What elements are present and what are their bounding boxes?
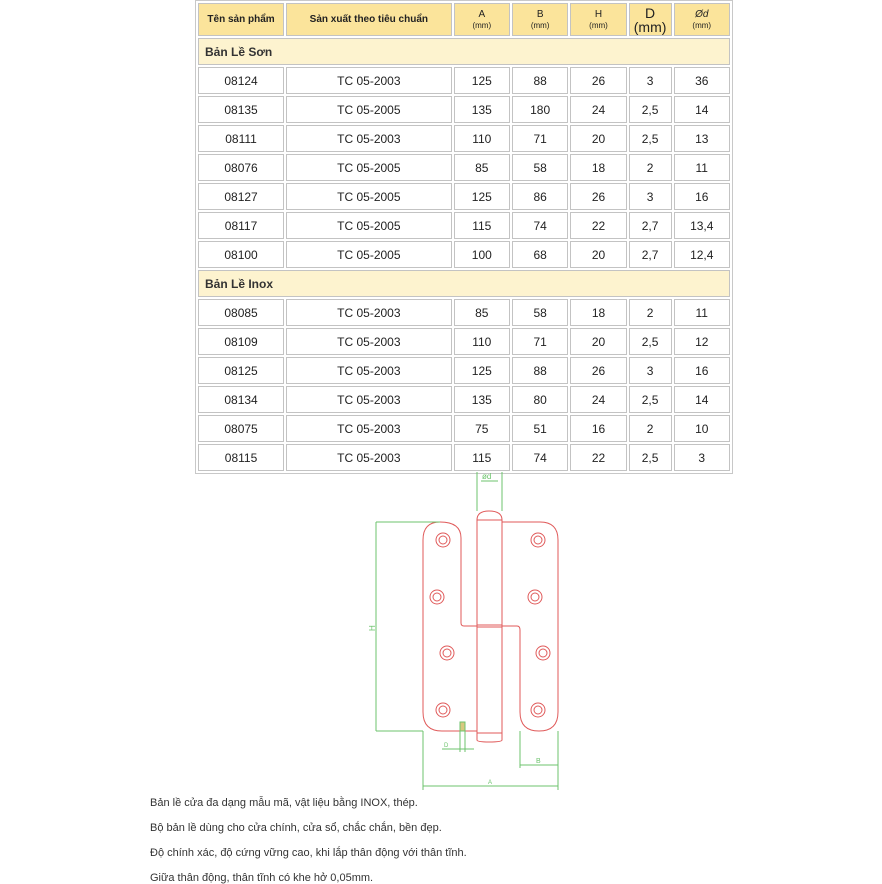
table-cell: TC 05-2003 <box>286 328 452 355</box>
table-cell: 3 <box>629 357 672 384</box>
table-cell: 22 <box>570 444 626 471</box>
table-cell: 2,5 <box>629 386 672 413</box>
table-cell: 51 <box>512 415 568 442</box>
table-cell: 13 <box>674 125 730 152</box>
table-cell: 125 <box>454 357 510 384</box>
label-d: D <box>444 743 449 749</box>
table-cell: 26 <box>570 67 626 94</box>
table-cell: 20 <box>570 328 626 355</box>
table-cell: TC 05-2005 <box>286 96 452 123</box>
table-cell: 88 <box>512 357 568 384</box>
table-cell: 36 <box>674 67 730 94</box>
table-cell: TC 05-2003 <box>286 415 452 442</box>
table-cell: 12,4 <box>674 241 730 268</box>
table-cell: 2,7 <box>629 212 672 239</box>
table-cell: TC 05-2005 <box>286 154 452 181</box>
table-cell: 2 <box>629 299 672 326</box>
table-cell: 68 <box>512 241 568 268</box>
header-b: B (mm) <box>512 3 568 36</box>
table-cell: 08124 <box>198 67 284 94</box>
screw-hole <box>443 649 451 657</box>
screw-hole <box>531 533 545 547</box>
table-cell: 88 <box>512 67 568 94</box>
table-cell: 08111 <box>198 125 284 152</box>
table-cell: 115 <box>454 212 510 239</box>
screw-hole <box>433 593 441 601</box>
table-cell: 135 <box>454 96 510 123</box>
header-a: A (mm) <box>454 3 510 36</box>
table-cell: 85 <box>454 299 510 326</box>
table-cell: 08115 <box>198 444 284 471</box>
description-line: Bản lề cửa đa dạng mẫu mã, vật liệu bằng INOX, thép. <box>150 797 418 809</box>
table-cell: 75 <box>454 415 510 442</box>
header-name: Tên sản phẩm <box>198 3 284 36</box>
screw-hole <box>531 703 545 717</box>
screw-hole <box>531 593 539 601</box>
table-cell: 10 <box>674 415 730 442</box>
table-cell: 26 <box>570 357 626 384</box>
table-cell: 11 <box>674 154 730 181</box>
label-b: B <box>536 758 541 765</box>
table-cell: 22 <box>570 212 626 239</box>
label-h: H <box>368 625 377 631</box>
table-cell: 86 <box>512 183 568 210</box>
table-cell: 125 <box>454 67 510 94</box>
table-cell: 100 <box>454 241 510 268</box>
table-cell: 2,5 <box>629 125 672 152</box>
table-cell: 18 <box>570 299 626 326</box>
section-title: Bản Lề Inox <box>198 270 730 297</box>
table-cell: 08127 <box>198 183 284 210</box>
screw-hole <box>539 649 547 657</box>
header-d: D (mm) <box>629 3 672 36</box>
table-cell: 24 <box>570 96 626 123</box>
screw-hole <box>439 706 447 714</box>
table-cell: 13,4 <box>674 212 730 239</box>
table-cell: 08076 <box>198 154 284 181</box>
table-cell: 3 <box>629 67 672 94</box>
screw-hole <box>430 590 444 604</box>
screw-hole <box>440 646 454 660</box>
header-h: H (mm) <box>570 3 626 36</box>
screw-hole <box>439 536 447 544</box>
table-cell: 110 <box>454 125 510 152</box>
table-cell: TC 05-2005 <box>286 241 452 268</box>
table-cell: TC 05-2005 <box>286 183 452 210</box>
table-cell: 08075 <box>198 415 284 442</box>
table-cell: 2,5 <box>629 444 672 471</box>
table-cell: 3 <box>629 183 672 210</box>
table-cell: TC 05-2005 <box>286 212 452 239</box>
table-cell: 110 <box>454 328 510 355</box>
label-od: ød <box>482 472 492 481</box>
table-cell: 85 <box>454 154 510 181</box>
screw-hole <box>436 703 450 717</box>
table-cell: 16 <box>674 357 730 384</box>
table-cell: 180 <box>512 96 568 123</box>
table-cell: 18 <box>570 154 626 181</box>
screw-hole <box>536 646 550 660</box>
table-cell: 12 <box>674 328 730 355</box>
table-cell: TC 05-2003 <box>286 125 452 152</box>
table-cell: 11 <box>674 299 730 326</box>
table-cell: 14 <box>674 96 730 123</box>
table-cell: 16 <box>674 183 730 210</box>
table-cell: TC 05-2003 <box>286 386 452 413</box>
screw-hole <box>436 533 450 547</box>
table-cell: 08134 <box>198 386 284 413</box>
screw-hole <box>534 706 542 714</box>
table-cell: TC 05-2003 <box>286 299 452 326</box>
header-od: Ød (mm) <box>674 3 730 36</box>
table-cell: 20 <box>570 125 626 152</box>
table-cell: 2,7 <box>629 241 672 268</box>
table-cell: TC 05-2003 <box>286 444 452 471</box>
table-cell: 135 <box>454 386 510 413</box>
table-cell: 3 <box>674 444 730 471</box>
description-line: Bộ bản lề dùng cho cửa chính, cửa sổ, chắc chắn, bền đẹp. <box>150 822 442 834</box>
table-cell: 2 <box>629 154 672 181</box>
table-cell: 26 <box>570 183 626 210</box>
description-line: Giữa thân động, thân tĩnh có khe hở 0,05mm. <box>150 872 374 884</box>
table-cell: 71 <box>512 125 568 152</box>
table-cell: 71 <box>512 328 568 355</box>
table-cell: TC 05-2003 <box>286 357 452 384</box>
section-title: Bản Lề Sơn <box>198 38 730 65</box>
hinge-outline <box>423 511 558 742</box>
table-cell: 24 <box>570 386 626 413</box>
description-line: Độ chính xác, độ cứng vững cao, khi lắp thân động với thân tĩnh. <box>150 847 467 859</box>
label-a: A <box>488 780 493 786</box>
table-cell: 08117 <box>198 212 284 239</box>
table-cell: 125 <box>454 183 510 210</box>
table-cell: 08135 <box>198 96 284 123</box>
table-cell: 74 <box>512 444 568 471</box>
table-cell: TC 05-2003 <box>286 67 452 94</box>
right-leaf <box>502 522 558 731</box>
header-standard: Sản xuất theo tiêu chuẩn <box>286 3 452 36</box>
screw-hole <box>534 536 542 544</box>
table-cell: 58 <box>512 299 568 326</box>
table-cell: 20 <box>570 241 626 268</box>
table-cell: 80 <box>512 386 568 413</box>
dimension-lines <box>376 472 558 790</box>
table-cell: 74 <box>512 212 568 239</box>
table-cell: 2 <box>629 415 672 442</box>
table-cell: 16 <box>570 415 626 442</box>
table-cell: 14 <box>674 386 730 413</box>
table-cell: 08085 <box>198 299 284 326</box>
table-cell: 115 <box>454 444 510 471</box>
table-cell: 08109 <box>198 328 284 355</box>
screw-hole <box>528 590 542 604</box>
table-cell: 2,5 <box>629 328 672 355</box>
table-cell: 58 <box>512 154 568 181</box>
table-cell: 08100 <box>198 241 284 268</box>
table-cell: 08125 <box>198 357 284 384</box>
table-cell: 2,5 <box>629 96 672 123</box>
